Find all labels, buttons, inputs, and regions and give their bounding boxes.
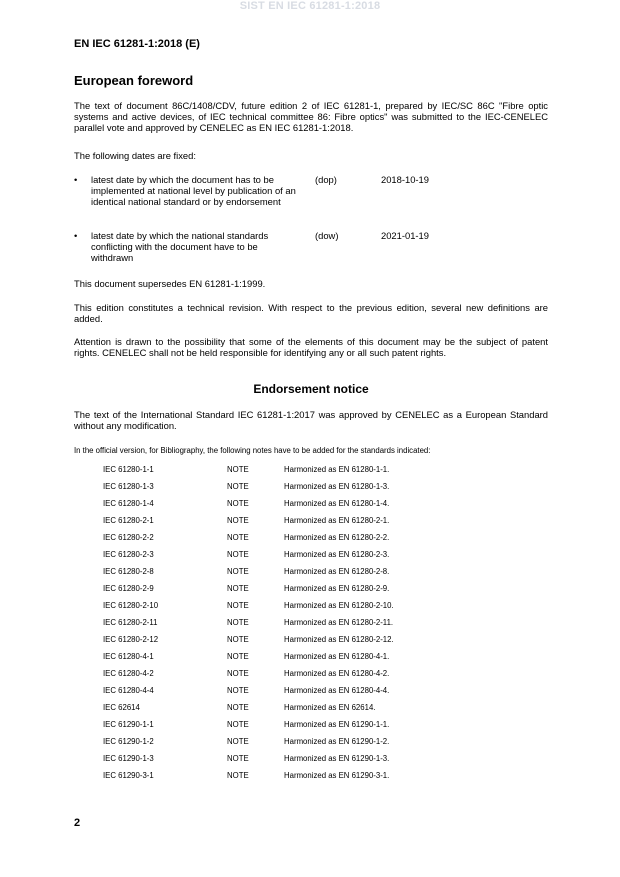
foreword-paragraph-3: This document supersedes EN 61281-1:1999. (74, 278, 266, 289)
note-text: Harmonized as EN 61290-3-1. (284, 771, 390, 780)
foreword-paragraph-4: This edition constitutes a technical revision. With respect to the previous edition, several new definitions are added. (74, 302, 548, 324)
date-code: (dop) (315, 174, 337, 185)
note-text: Harmonized as EN 61280-2-3. (284, 550, 390, 559)
table-row (103, 533, 503, 545)
date-value: 2018-10-19 (381, 174, 429, 185)
foreword-heading: European foreword (74, 73, 194, 88)
note-text: Harmonized as EN 61280-4-2. (284, 669, 390, 678)
note-text: Harmonized as EN 61290-1-2. (284, 737, 390, 746)
note-label: NOTE (227, 516, 249, 525)
note-label: NOTE (227, 771, 249, 780)
note-label: NOTE (227, 703, 249, 712)
standard-ref: IEC 61280-4-1 (103, 652, 154, 661)
note-text: Harmonized as EN 61280-1-1. (284, 465, 390, 474)
standard-ref: IEC 61280-2-2 (103, 533, 154, 542)
note-label: NOTE (227, 567, 249, 576)
table-row (103, 635, 503, 647)
note-text: Harmonized as EN 61290-1-3. (284, 754, 390, 763)
standard-ref: IEC 62614 (103, 703, 140, 712)
table-row (103, 754, 503, 766)
table-row (103, 465, 503, 477)
standard-ref: IEC 61280-1-4 (103, 499, 154, 508)
note-text: Harmonized as EN 61280-1-3. (284, 482, 390, 491)
standard-ref: IEC 61280-2-8 (103, 567, 154, 576)
note-label: NOTE (227, 652, 249, 661)
standard-ref: IEC 61280-2-9 (103, 584, 154, 593)
table-row (103, 601, 503, 613)
table-row (103, 720, 503, 732)
standard-ref: IEC 61280-4-4 (103, 686, 154, 695)
date-value: 2021-01-19 (381, 230, 429, 241)
standard-ref: IEC 61280-1-1 (103, 465, 154, 474)
table-row (103, 567, 503, 579)
bullet-icon: • (74, 230, 78, 241)
foreword-paragraph-1: The text of document 86C/1408/CDV, future edition 2 of IEC 61281-1, prepared by IEC/SC 86C "Fibre optic systems and active devices, of IEC technical committee 86: Fibre optics" was submitted to the IEC-CENELEC parallel vote and approved by CENELEC as EN IEC 61281-1:2018. (74, 100, 548, 133)
date-code: (dow) (315, 230, 339, 241)
watermark: SIST EN IEC 61281-1:2018 (239, 0, 381, 12)
foreword-paragraph-5: Attention is drawn to the possibility that some of the elements of this document may be the subject of patent rights. CENELEC shall not be held responsible for identifying any or all such patent rights. (74, 336, 548, 358)
note-label: NOTE (227, 635, 249, 644)
date-description: latest date by which the national standards conflicting with the document have to be withdrawn (91, 230, 269, 263)
note-label: NOTE (227, 550, 249, 559)
endorsement-heading: Endorsement notice (253, 382, 369, 396)
standard-ref: IEC 61290-1-2 (103, 737, 154, 746)
note-text: Harmonized as EN 61280-4-4. (284, 686, 390, 695)
note-label: NOTE (227, 669, 249, 678)
standard-ref: IEC 61280-4-2 (103, 669, 154, 678)
note-text: Harmonized as EN 61280-2-2. (284, 533, 390, 542)
note-label: NOTE (227, 499, 249, 508)
standard-ref: IEC 61280-2-11 (103, 618, 158, 627)
note-text: Harmonized as EN 61280-2-12. (284, 635, 394, 644)
note-text: Harmonized as EN 61280-2-8. (284, 567, 390, 576)
standard-ref: IEC 61290-3-1 (103, 771, 154, 780)
table-row (103, 618, 503, 630)
note-label: NOTE (227, 737, 249, 746)
table-row (103, 737, 503, 749)
note-label: NOTE (227, 601, 249, 610)
note-label: NOTE (227, 465, 249, 474)
note-label: NOTE (227, 618, 249, 627)
standard-ref: IEC 61280-2-3 (103, 550, 154, 559)
endorsement-paragraph-2: In the official version, for Bibliography, the following notes have to be added for the standards indicated: (74, 446, 431, 455)
standard-ref: IEC 61280-2-10 (103, 601, 159, 610)
note-text: Harmonized as EN 61290-1-1. (284, 720, 390, 729)
note-label: NOTE (227, 584, 249, 593)
document-id: EN IEC 61281-1:2018 (E) (74, 38, 200, 50)
table-row (103, 703, 503, 715)
note-label: NOTE (227, 533, 249, 542)
note-label: NOTE (227, 754, 249, 763)
note-text: Harmonized as EN 61280-2-11. (284, 618, 394, 627)
table-row (103, 499, 503, 511)
foreword-paragraph-2: The following dates are fixed: (74, 150, 196, 161)
standard-ref: IEC 61280-2-1 (103, 516, 154, 525)
bullet-icon: • (74, 174, 78, 185)
endorsement-paragraph-1: The text of the International Standard IEC 61281-1:2017 was approved by CENELEC as a European Standard without any modification. (74, 409, 548, 431)
table-row (103, 516, 503, 528)
table-row (103, 584, 503, 596)
date-description: latest date by which the document has to be implemented at national level by publication of an identical national standard or by endorsement (91, 174, 296, 207)
note-text: Harmonized as EN 61280-2-1. (284, 516, 390, 525)
note-label: NOTE (227, 482, 249, 491)
standard-ref: IEC 61280-2-12 (103, 635, 159, 644)
page-number: 2 (74, 817, 81, 829)
table-row (103, 686, 503, 698)
note-label: NOTE (227, 720, 249, 729)
table-row (103, 652, 503, 664)
note-text: Harmonized as EN 61280-1-4. (284, 499, 390, 508)
note-text: Harmonized as EN 61280-2-9. (284, 584, 390, 593)
table-row (103, 669, 503, 681)
table-row (103, 482, 503, 494)
note-text: Harmonized as EN 61280-4-1. (284, 652, 390, 661)
standard-ref: IEC 61290-1-3 (103, 754, 154, 763)
note-text: Harmonized as EN 61280-2-10. (284, 601, 394, 610)
standard-ref: IEC 61290-1-1 (103, 720, 154, 729)
table-row (103, 550, 503, 562)
note-text: Harmonized as EN 62614. (284, 703, 376, 712)
table-row (103, 771, 503, 783)
standard-ref: IEC 61280-1-3 (103, 482, 154, 491)
note-label: NOTE (227, 686, 249, 695)
